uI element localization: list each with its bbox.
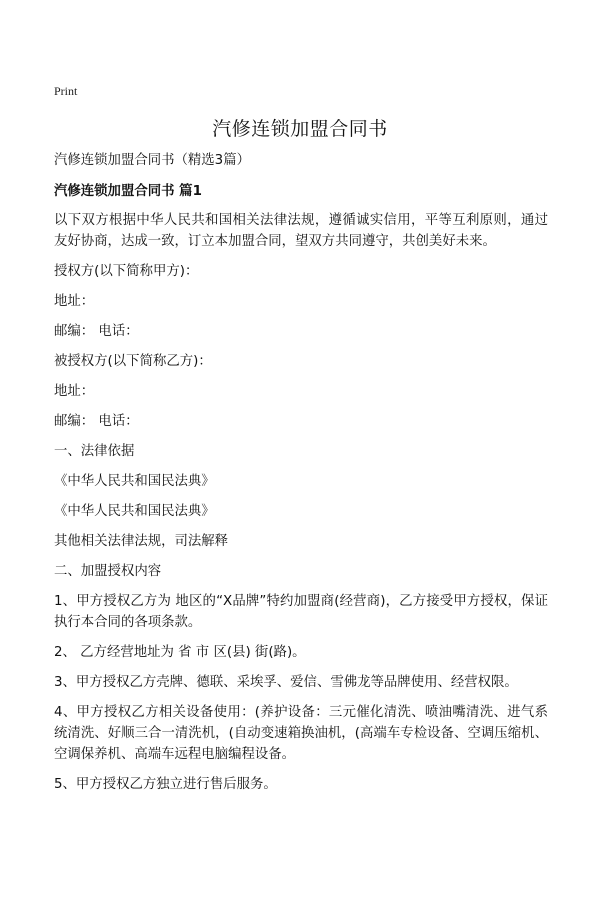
document-title: 汽修连锁加盟合同书	[212, 118, 388, 140]
paragraph-law-1: 《中华人民共和国民法典》	[54, 474, 215, 489]
paragraph-item-4: 4、甲方授权乙方相关设备使用：(养护设备：三元催化清洗、喷油嘴清洗、进气系统清洗、好顺三合一清洗机，(自动变速箱换油机，(高端车专检设备、空调压缩机、空调保养机、高端车远程电脑编程设备。	[54, 705, 548, 762]
document-subtitle: 汽修连锁加盟合同书（精选3篇）	[54, 153, 250, 168]
heading-legal-basis: 一、法律依据	[54, 444, 135, 459]
paragraph-party-b: 被授权方(以下简称乙方)：	[54, 354, 212, 369]
paragraph-item-5: 5、甲方授权乙方独立进行售后服务。	[54, 777, 277, 792]
paragraph-party-b-contact: 邮编： 电话：	[54, 414, 139, 429]
paragraph-party-b-address: 地址：	[54, 384, 95, 399]
paragraph-law-other: 其他相关法律法规，司法解释	[54, 534, 229, 549]
document-body	[54, 150, 548, 804]
paragraph-item-3: 3、甲方授权乙方壳牌、德联、采埃孚、爱信、雪佛龙等品牌使用、经营权限。	[54, 675, 518, 690]
paragraph-party-a: 授权方(以下简称甲方)：	[54, 264, 199, 279]
paragraph-intro: 以下双方根据中华人民共和国相关法律法规，遵循诚实信用，平等互利原则，通过友好协商，达成一致，订立本加盟合同，望双方共同遵守，共创美好未来。	[54, 213, 548, 249]
heading-authorization: 二、加盟授权内容	[54, 564, 162, 579]
paragraph-party-a-address: 地址：	[54, 294, 95, 309]
section-heading: 汽修连锁加盟合同书 篇1	[54, 184, 202, 199]
paragraph-law-2: 《中华人民共和国民法典》	[54, 504, 215, 519]
paragraph-item-1: 1、甲方授权乙方为 地区的“X品牌”特约加盟商(经营商)，乙方接受甲方授权，保证执行本合同的各项条款。	[54, 594, 548, 630]
paragraph-item-2: 2、 乙方经营地址为 省 市 区(县) 街(路)。	[54, 645, 306, 660]
paragraph-party-a-contact: 邮编： 电话：	[54, 324, 139, 339]
print-label: Print	[54, 84, 78, 98]
